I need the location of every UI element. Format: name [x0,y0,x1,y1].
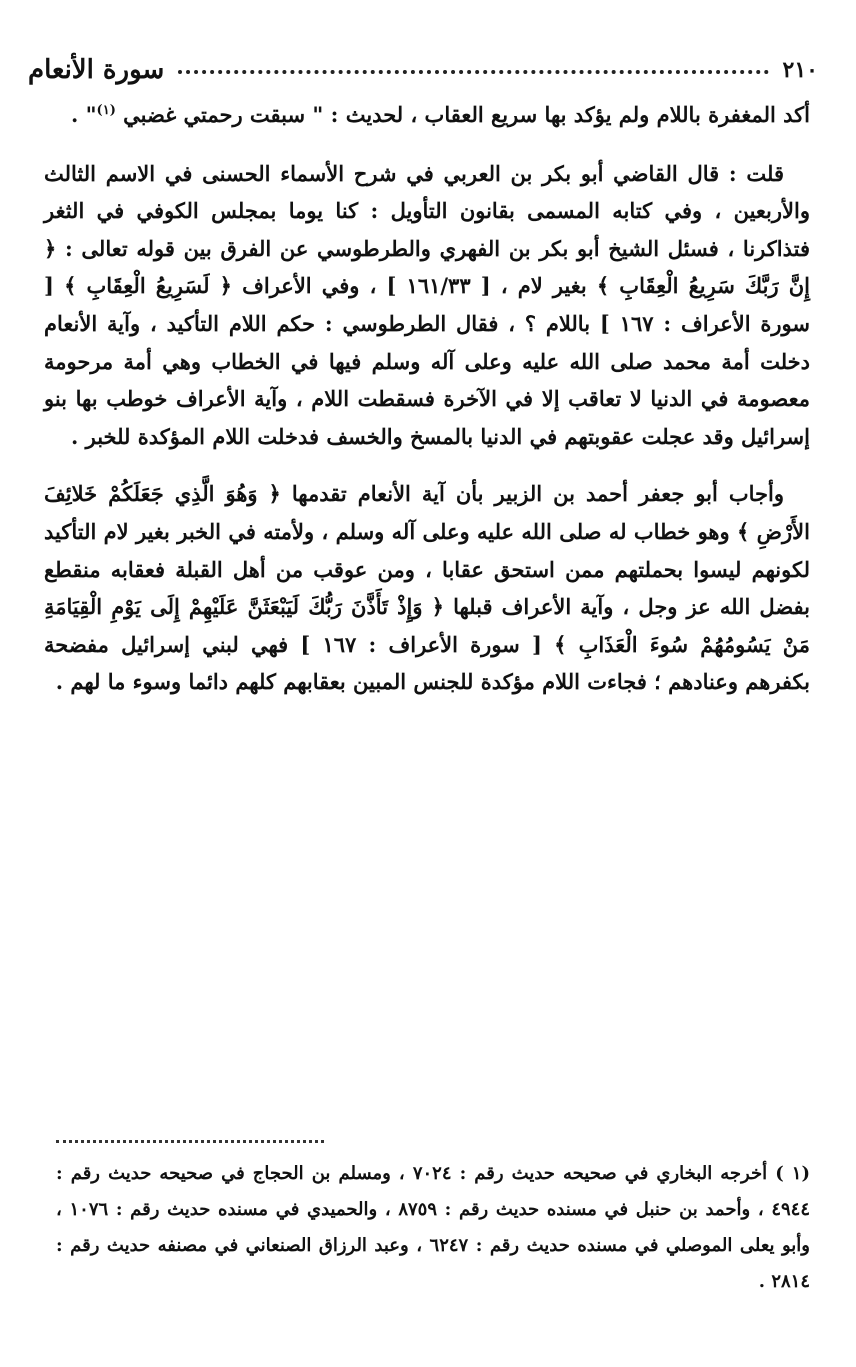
header-dotted-rule [178,70,768,74]
footnote-marker: (١) [96,103,116,118]
page-header [28,52,818,88]
footnote-separator [56,1140,324,1143]
main-text [44,92,810,721]
paragraph: وأجاب أبو جعفر أحمد بن الزبير بأن آية الأنعام تقدمها ﴿ وَهُوَ الَّذِي جَعَلَكُمْ خَلائِفَ الأَرْضِ ﴾ وهو خطاب له صلى الله عليه وعلى آله وسلم ، ولأمته في الخبر بغير لام التأكيد لكونهم ليسوا بحملتهم ممن استحق عقابا ، ومن عوقب من أهل القبلة فعقابه منقطع بفضل الله عز وجل ، وآية الأعراف قبلها ﴿ وَإِذْ تَأَذَّنَ رَبُّكَ لَيَبْعَثَنَّ عَلَيْهِمْ إِلَى يَوْمِ الْقِيَامَةِ مَنْ يَسُومُهُمْ سُوءَ الْعَذَابِ ﴾ [ سورة الأعراف : ١٦٧ ] فهي لبني إسرائيل مفضحة بكفرهم وعنادهم ؛ فجاءت اللام مؤكدة للجنس المبين بعقابهم كلهم دائما وسوء ما لهم . [44,481,810,695]
footnotes [56,1156,810,1300]
page-number: ٢١٠ [782,57,818,83]
footnote-text: (١ ) أخرجه البخاري في صحيحه حديث رقم : ٧٠٢٤ ، ومسلم بن الحجاج في صحيحه حديث رقم : ٤٩٤٤ ، وأحمد بن حنبل في مسنده حديث رقم : ٨٧٥٩ ، والحميدي في مسنده حديث رقم : ١٠٧٦ ، وأبو يعلى الموصلي في مسنده حديث رقم : ٦٢٤٧ ، وعبد الرزاق الصنعاني في مصنفه حديث رقم : ٢٨١٤ . [56,1163,810,1292]
paragraph: قلت : قال القاضي أبو بكر بن العربي في شرح الأسماء الحسنى في الاسم الثالث والأربعين ، وفي كتابه المسمى بقانون التأويل : كنا يوما بمجلس الكوفي في الثغر فتذاكرنا ، فسئل الشيخ أبو بكر بن الفهري والطرطوسي عن الفرق بين قوله تعالى : ﴿ إِنَّ رَبَّكَ سَرِيعُ الْعِقَابِ ﴾ بغير لام ، [ ١٦١/٣٣ ] ، وفي الأعراف ﴿ لَسَرِيعُ الْعِقَابِ ﴾ [ سورة الأعراف : ١٦٧ ] باللام ؟ ، فقال الطرطوسي : حكم اللام التأكيد ، وآية الأنعام دخلت أمة محمد صلى الله عليه وعلى آله وسلم فيها في الخطاب وهي أمة مرحومة معصومة في الدنيا لا تعاقب إلا في الآخرة فسقطت اللام ، وآية الأعراف خوطب بها بنو إسرائيل وقد عجلت عقوبتهم في الدنيا بالمسخ والخسف فدخلت اللام المؤكدة للخبر . [44,160,811,449]
paragraph-text: أكد المغفرة باللام ولم يؤكد بها سريع العقاب ، لحديث : " سبقت رحمتي غضبي [115,102,810,127]
paragraph [44,92,810,134]
surah-title: سورة الأنعام [28,55,165,85]
paragraph-end: " . [70,102,97,127]
